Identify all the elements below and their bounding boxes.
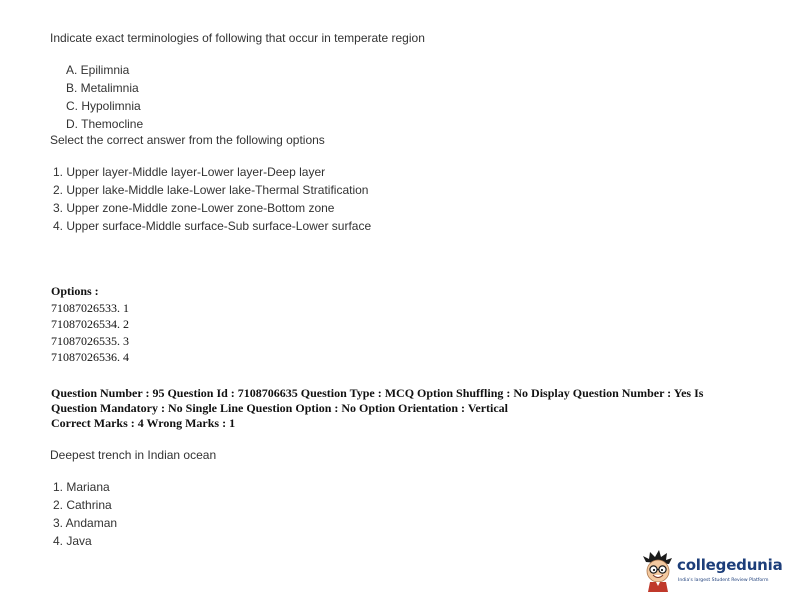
question-text: Deepest trench in Indian ocean [50, 448, 217, 462]
metadata-line: Correct Marks : 4 Wrong Marks : 1 [51, 416, 236, 430]
instruction-text: Select the correct answer from the following options [50, 133, 325, 147]
answer-choices [53, 478, 117, 550]
answer-choice: 1. Mariana [53, 480, 110, 494]
answer-choice: 2. Upper lake-Middle lake-Lower lake-Thermal Stratification [53, 183, 369, 197]
answer-choice: 3. Andaman [53, 516, 118, 530]
term-item: B. Metalimnia [66, 81, 139, 95]
answer-choice: 3. Upper zone-Middle zone-Lower zone-Bottom zone [53, 201, 335, 215]
metadata-line: Question Mandatory : No Single Line Question Option : No Option Orientation : Vertical [51, 401, 509, 415]
term-item: A. Epilimnia [66, 63, 130, 77]
term-item: D. Themocline [66, 117, 144, 131]
student-mascot-icon [640, 548, 676, 592]
option-id: 71087026535. 3 [51, 333, 129, 348]
answer-choices [53, 163, 371, 235]
metadata-line: Question Number : 95 Question Id : 7108706635 Question Type : MCQ Option Shuffling : No Display Question Number : Yes Is [51, 386, 704, 400]
options-id-block [51, 283, 129, 366]
logo-tagline: India's largest Student Review Platform [678, 578, 769, 583]
answer-choice: 1. Upper layer-Middle layer-Lower layer-Deep layer [53, 165, 326, 179]
terms-list [66, 61, 143, 133]
options-heading: Options : [51, 284, 99, 298]
question-text: Indicate exact terminologies of following that occur in temperate region [50, 31, 425, 45]
option-id: 71087026536. 4 [51, 350, 129, 364]
option-id: 71087026534. 2 [51, 317, 129, 331]
term-item: C. Hypolimnia [66, 99, 141, 113]
answer-choice: 2. Cathrina [53, 498, 112, 512]
answer-choice: 4. Upper surface-Middle surface-Sub surface-Lower surface [53, 219, 372, 233]
answer-choice: 4. Java [53, 534, 92, 548]
collegedunia-logo [640, 548, 783, 596]
question-metadata [51, 386, 751, 431]
logo-wordmark: collegedunia [677, 556, 783, 574]
option-id: 71087026533. 1 [51, 300, 129, 315]
